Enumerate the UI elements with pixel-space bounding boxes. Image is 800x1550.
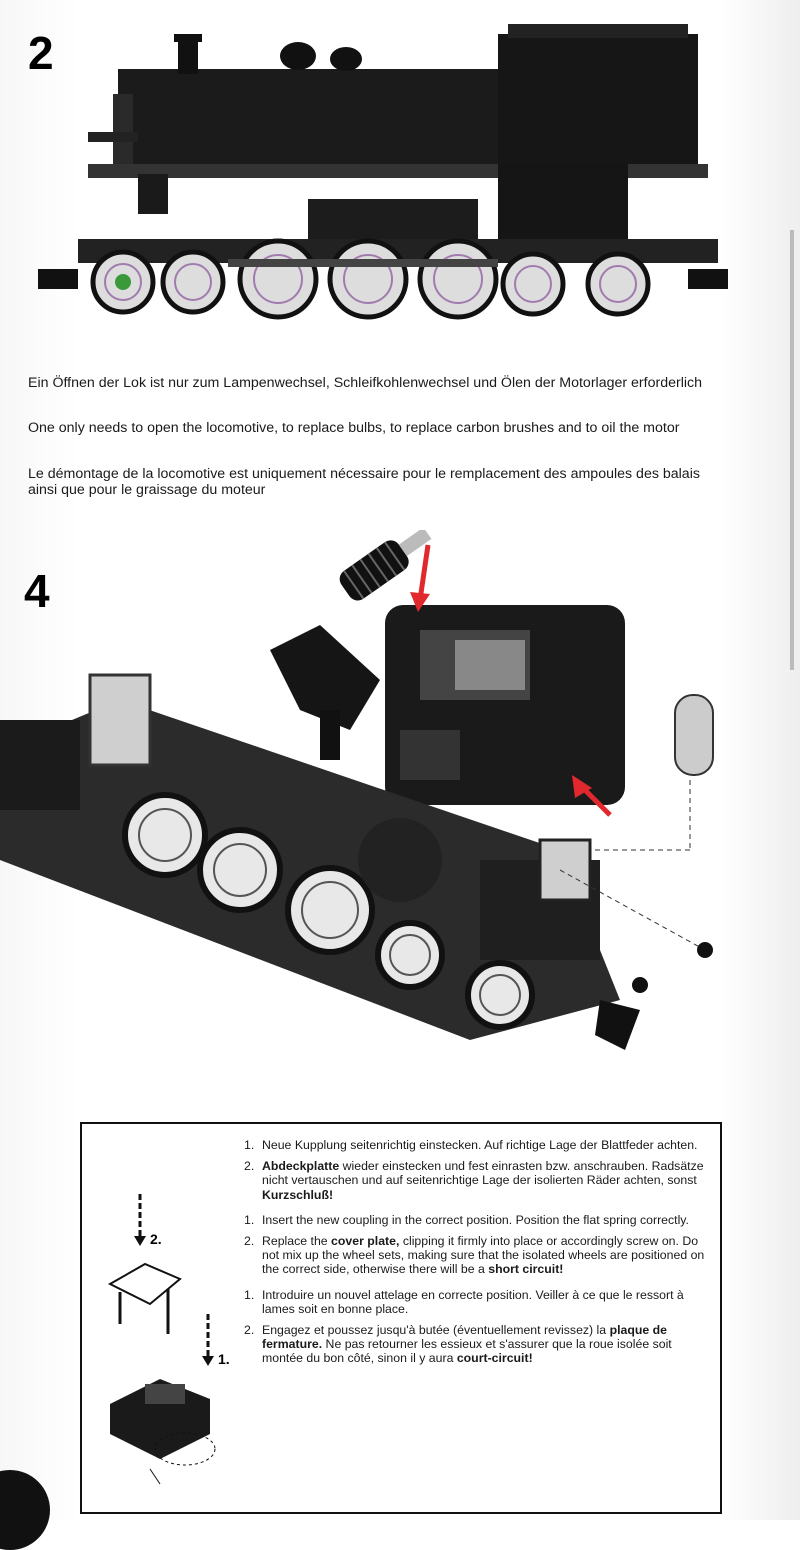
instruction-body	[262, 1323, 712, 1366]
instruction-number: 2.	[244, 1323, 255, 1338]
coupling-assembly-illustration	[90, 1184, 240, 1504]
bold-term: plaque de fermature.	[262, 1323, 667, 1352]
note-german	[28, 375, 728, 396]
note-english-text: One only needs to open the locomotive, to replace bulbs, to replace carbon brushes and to oil the motor	[28, 420, 680, 436]
instruction-de-2	[244, 1159, 712, 1202]
instruction-fr-1	[244, 1288, 712, 1316]
instruction-body-text: wieder einstecken und fest einrasten bzw. anschrauben. Radsätze nicht vertauschen und auf seitenrichtige Lage der isolierten Räder achten, sonst	[262, 1159, 704, 1188]
instruction-number: 1.	[244, 1138, 255, 1152]
locomotive-side-view-illustration	[28, 14, 728, 344]
bulb-illustration	[675, 695, 713, 775]
instruction-body-pre: Replace the	[262, 1234, 332, 1249]
instruction-body-pre: Engagez et poussez jusqu'à butée (éventuellement revissez) la	[262, 1323, 610, 1338]
instruction-number: 2.	[244, 1234, 255, 1249]
note-german-text: Ein Öffnen der Lok ist nur zum Lampenwechsel, Schleifkohlenwechsel und Ölen der Motorlager erforderlich	[28, 375, 702, 391]
bold-warning: Kurzschluß!	[262, 1187, 334, 1202]
instruction-body-text: Ne pas retourner les essieux et s'assurer que la roue isolée soit montée du bon côté, sinon il y aura	[262, 1337, 672, 1366]
locomotive-exploded-view-illustration	[0, 530, 760, 1070]
note-english	[28, 420, 728, 441]
instruction-number: 2.	[244, 1159, 255, 1174]
instruction-body-text: clipping it firmly into place or accordingly screw on. Do not mix up the wheel sets, making sure that the isolated wheels are positioned on the correct side, otherwise there will be a	[262, 1234, 705, 1277]
instruction-en-2	[244, 1234, 712, 1277]
instruction-body	[262, 1234, 712, 1277]
instruction-en-1	[244, 1213, 712, 1227]
step-4-number: 4	[24, 565, 50, 617]
instruction-body: Neue Kupplung seitenrichtig einstecken. Auf richtige Lage der Blattfeder achten.	[262, 1138, 698, 1152]
bold-term: cover plate,	[331, 1234, 400, 1249]
page-edge	[790, 230, 794, 670]
label-one: 1.	[218, 1351, 230, 1367]
instruction-de-1	[244, 1138, 712, 1152]
note-french	[28, 466, 728, 503]
instruction-body: Insert the new coupling in the correct position. Position the flat spring correctly.	[262, 1212, 689, 1227]
instruction-number: 1.	[244, 1212, 255, 1227]
red-arrow-top	[420, 545, 428, 600]
label-two: 2.	[150, 1231, 162, 1247]
bold-warning: short circuit!	[488, 1262, 564, 1277]
instruction-body	[262, 1159, 712, 1202]
note-french-text: Le démontage de la locomotive est uniquement nécessaire pour le remplacement des ampoules des balais ainsi que pour le graissage du moteur	[28, 466, 700, 498]
bold-term: Abdeckplatte	[262, 1159, 340, 1174]
step-2-number: 2	[28, 27, 54, 79]
bold-warning: court-circuit!	[456, 1351, 533, 1366]
instruction-number: 1.	[244, 1287, 255, 1302]
coupling-instruction-box	[80, 1122, 722, 1514]
instruction-fr-2	[244, 1323, 712, 1366]
instruction-text-column	[244, 1138, 712, 1373]
instruction-body: Introduire un nouvel attelage en correcte position. Veiller à ce que le ressort à lames soit en bonne place.	[262, 1287, 684, 1316]
